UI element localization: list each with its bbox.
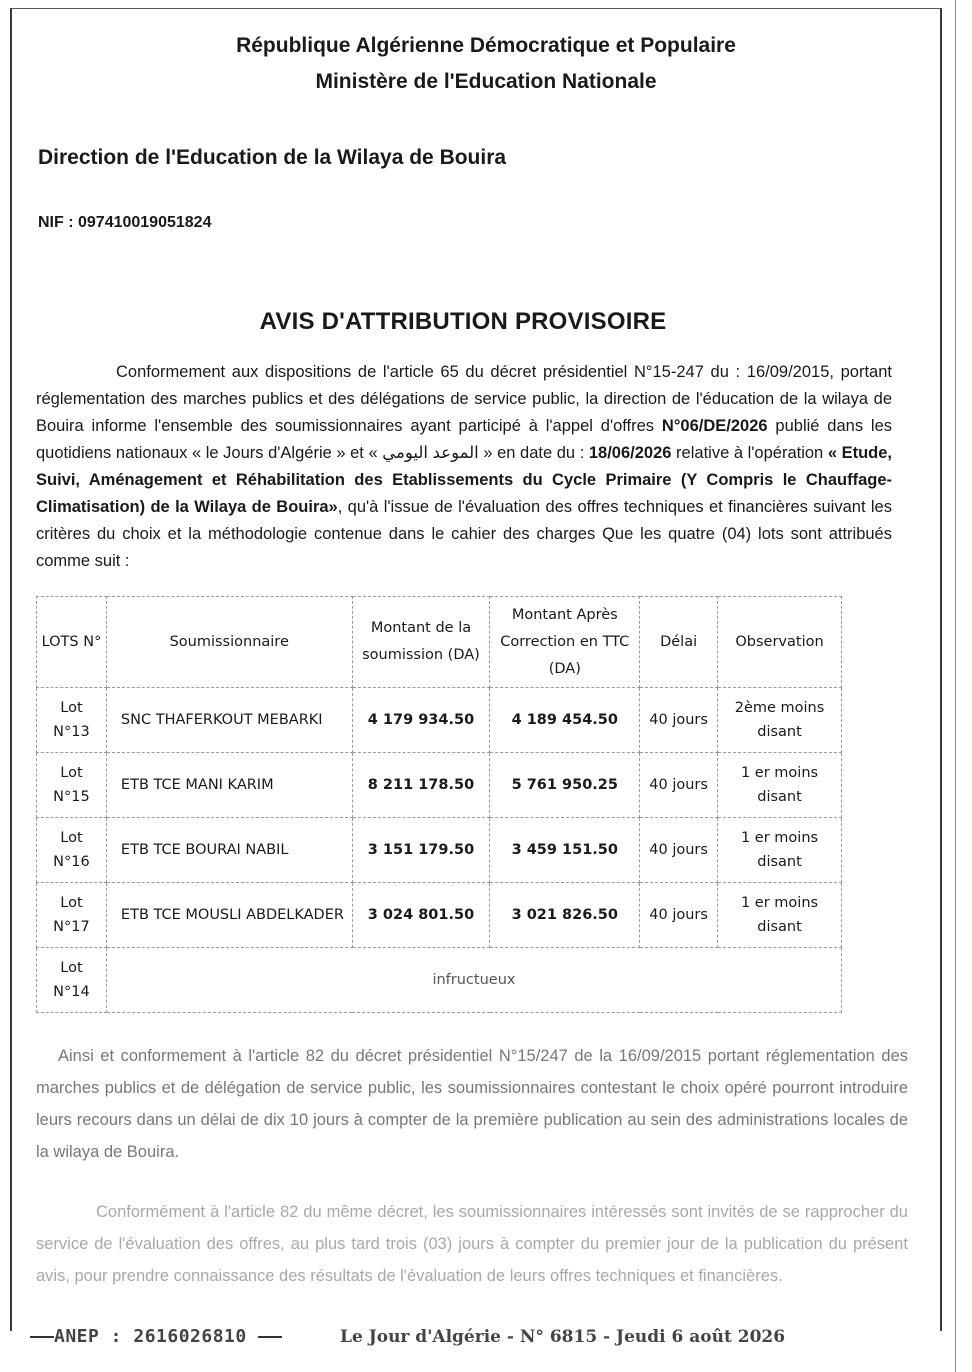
col-observation: Observation (718, 597, 842, 688)
observation-cell: 1 er moins disant (718, 883, 842, 948)
observation-cell: 1 er moins disant (718, 753, 842, 818)
lot-cell: Lot N°13 (37, 688, 107, 753)
montant-apres-cell: 3 021 826.50 (490, 883, 640, 948)
tender-reference: N°06/DE/2026 (661, 417, 768, 435)
intro-paragraph: Conformement aux dispositions de l'article 65 du décret présidentiel N°15-247 du : 16/09/2015, portant réglementation des marches publics et des délégations de service public, la direction de l'éducation de la wilaya de Bouira informe l'ensemble des soumissionnaires ayant participé à l'appel d'offres N°06/DE/2026 publié dans les quotidiens nationaux « le Jours d'Algérie » et « الموعد اليومي » en date du : 18/06/2026 relative à l'opération « Etude, Suivi, Aménagement et Réhabilitation des Etablissements du Cycle Primaire (Y Compris le Chauffage- Climatisation) de la Wilaya de Bouira», qu'à l'issue de l'évaluation des offres techniques et financières suivant les critères du choix et la méthodologie contenue dans le cahier des charges Que les quatre (04) lots sont attribués comme suit : (36, 363, 892, 570)
table-row (37, 883, 842, 948)
lot-cell: Lot N°16 (37, 818, 107, 883)
recours-paragraph: Ainsi et conformement à l'article 82 du décret présidentiel N°15/247 de la 16/09/2015 portant réglementation des marches publics et de délégation de service public, les soumissionnaires contestant le choix opéré pourront introduire leurs recours dans un délai de dix 10 jours à compter de la première publication au sein des administrations locales de la wilaya de Bouira. (36, 1047, 908, 1161)
nif-number: NIF : 097410019051824 (38, 214, 212, 231)
montant-cell: 8 211 178.50 (352, 753, 490, 818)
soumissionnaire-cell: ETB TCE BOURAI NABIL (106, 818, 352, 883)
ministry-heading: Ministère de l'Education Nationale (315, 70, 657, 93)
delai-cell: 40 jours (640, 753, 718, 818)
montant-cell: 3 151 179.50 (352, 818, 490, 883)
montant-apres-cell: 5 761 950.25 (490, 753, 640, 818)
lot-cell: Lot N°17 (37, 883, 107, 948)
delai-cell: 40 jours (640, 818, 718, 883)
soumissionnaire-cell: ETB TCE MANI KARIM (106, 753, 352, 818)
delai-cell: 40 jours (640, 883, 718, 948)
col-montant-soumission: Montant de la soumission (DA) (352, 597, 490, 688)
table-row (37, 753, 842, 818)
col-soumissionnaire: Soumissionnaire (106, 597, 352, 688)
table-header-row (37, 597, 842, 688)
lot-cell: Lot N°15 (37, 753, 107, 818)
delai-cell: 40 jours (640, 688, 718, 753)
attribution-table (36, 596, 842, 1013)
montant-apres-cell: 4 189 454.50 (490, 688, 640, 753)
infructueux-cell: infructueux (106, 948, 841, 1013)
col-montant-apres: Montant Après Correction en TTC (DA) (490, 597, 640, 688)
journal-footer: Le Jour d'Algérie - N° 6815 - Jeudi 6 août 2026 (340, 1327, 786, 1347)
notice-title: AVIS D'ATTRIBUTION PROVISOIRE (259, 308, 667, 335)
invitation-paragraph: Conformément à l'article 82 du même décret, les soumissionnaires intéressés sont invités de se rapprocher du service de l'évaluation des offres, au plus tard trois (03) jours à compter du premier jour de la publication du présent avis, pour prendre connaissance des résultats de l'évaluation de leurs offres techniques et financières. (36, 1203, 908, 1285)
republic-heading: République Algérienne Démocratique et Populaire (236, 34, 736, 57)
anep-reference: ANEP : 2616026810 (30, 1326, 282, 1347)
table-row (37, 688, 842, 753)
montant-cell: 3 024 801.50 (352, 883, 490, 948)
table-row (37, 818, 842, 883)
soumissionnaire-cell: SNC THAFERKOUT MEBARKI (106, 688, 352, 753)
scan-edge (955, 0, 956, 1372)
direction-label: Direction de l'Education de la Wilaya de Bouira (38, 146, 507, 169)
table-row-infructueux (37, 948, 842, 1013)
observation-cell: 1 er moins disant (718, 818, 842, 883)
observation-cell: 2ème moins disant (718, 688, 842, 753)
lot-cell: Lot N°14 (37, 948, 107, 1013)
col-delai: Délai (640, 597, 718, 688)
montant-cell: 4 179 934.50 (352, 688, 490, 753)
operation-title: « Etude, Suivi, Aménagement et Réhabilitation des Etablissements du Cycle Primaire (Y Compris le Chauffage- Climatisation) de la Wilaya de Bouira» (36, 444, 892, 516)
publication-date: 18/06/2026 (588, 444, 672, 462)
soumissionnaire-cell: ETB TCE MOUSLI ABDELKADER (106, 883, 352, 948)
col-lots: LOTS N° (37, 597, 107, 688)
montant-apres-cell: 3 459 151.50 (490, 818, 640, 883)
